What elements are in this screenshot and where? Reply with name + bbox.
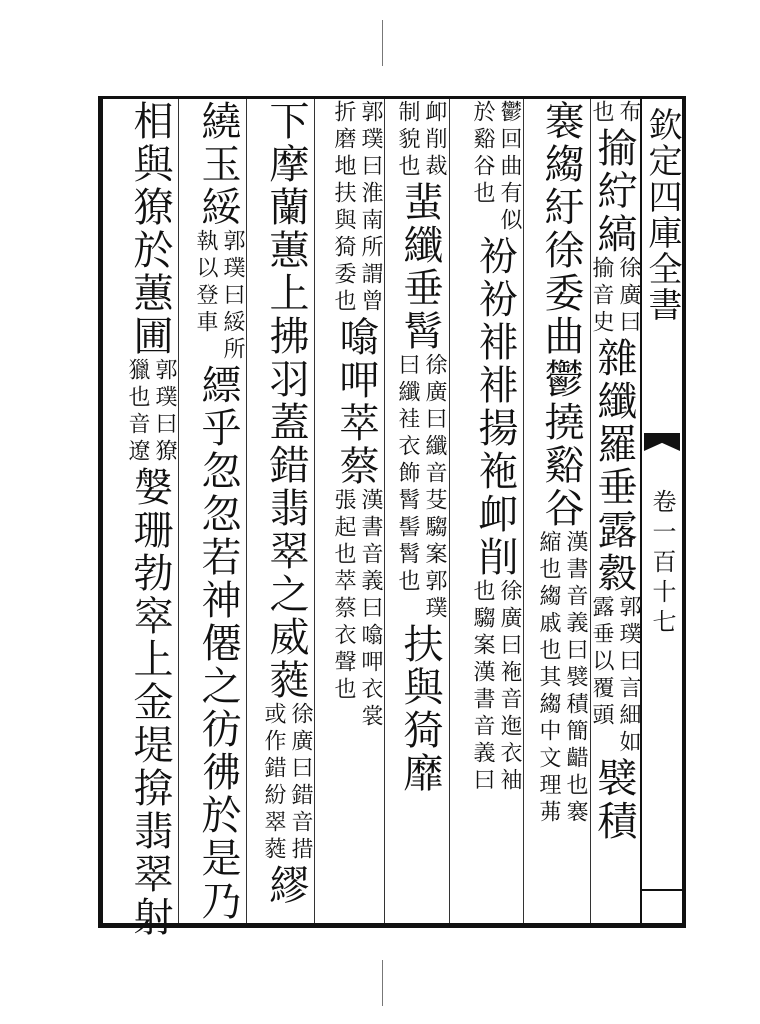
text-column-2: [525, 100, 589, 920]
text-column-1: [589, 100, 642, 920]
annotation-note: 鬱回曲有似於谿谷也: [470, 100, 522, 235]
column-separator: [384, 99, 385, 923]
main-text: 縹乎忽忽若神僊之彷彿於是乃: [195, 364, 241, 923]
column-separator: [178, 99, 179, 923]
crop-mark: [382, 20, 383, 66]
fish-tail-ornament-icon: [644, 433, 680, 451]
main-text: 蜚纖垂髾: [397, 181, 443, 353]
annotation-note: 布也: [589, 100, 641, 127]
main-text: 噏呷萃蔡: [333, 316, 379, 488]
main-text: 衯衯裶裶揚袘卹削: [472, 235, 518, 579]
text-column-8: [106, 100, 178, 939]
annotation-note: 郭璞曰獠獵也音遼: [125, 358, 177, 466]
annotation-note: 郭璞曰綏所執以登車: [193, 229, 245, 364]
column-separator: [449, 99, 450, 923]
center-banner: [642, 96, 686, 928]
main-text: 襞積: [591, 757, 637, 843]
crop-mark: [382, 960, 383, 1006]
annotation-note: 郭璞曰淮南所謂曾折磨地扶與猗委也: [331, 100, 383, 316]
volume-number: 卷一百十七: [648, 489, 676, 639]
column-separator: [314, 99, 315, 923]
annotation-note: 徐廣曰錯音措或作錯紛翠蕤: [261, 702, 313, 864]
text-column-6: [248, 100, 314, 920]
main-text: 媻珊勃窣上金堤揜翡翠射: [127, 466, 173, 939]
book-title: 欽定四庫全書: [642, 107, 682, 323]
banner-rule: [642, 889, 682, 891]
main-text: 下摩蘭蕙上拂羽蓋錯翡翠之威蕤: [263, 100, 309, 702]
annotation-note: 漢書音義曰襞積簡齰也褰縮也縐戚也其縐中文理茀: [536, 530, 588, 827]
annotation-note: 徐廣曰揄音史: [589, 256, 641, 337]
text-column-4: [386, 100, 448, 920]
main-text: 相與獠於蕙圃: [127, 100, 173, 358]
text-column-3: [451, 100, 523, 920]
main-text: 扶與猗靡: [397, 623, 443, 795]
text-column-7: [180, 100, 246, 923]
text-column-5: [316, 100, 384, 920]
column-separator: [523, 99, 524, 923]
annotation-note: 漢書音義曰噏呷衣裳張起也萃蔡衣聲也: [331, 488, 383, 731]
annotation-note: 郭璞曰言細如露垂以覆頭: [589, 595, 641, 757]
annotation-note: 徐廣曰袘音迤衣袖也騶案漢書音義曰: [470, 579, 522, 795]
main-text: 繞玉綏: [195, 100, 241, 229]
column-separator: [246, 99, 247, 923]
main-text: 雜纖羅垂露縠: [591, 337, 637, 595]
main-text: 揄紵縞: [591, 127, 637, 256]
main-text: 褰縐紆徐委曲鬱撓谿谷: [538, 100, 584, 530]
annotation-note: 徐廣曰纖音芟騶案郭璞曰纖袿衣飾髾髻髾也: [395, 353, 447, 623]
annotation-note: 卹削裁制貌也: [395, 100, 447, 181]
main-text: 繆: [263, 864, 309, 907]
